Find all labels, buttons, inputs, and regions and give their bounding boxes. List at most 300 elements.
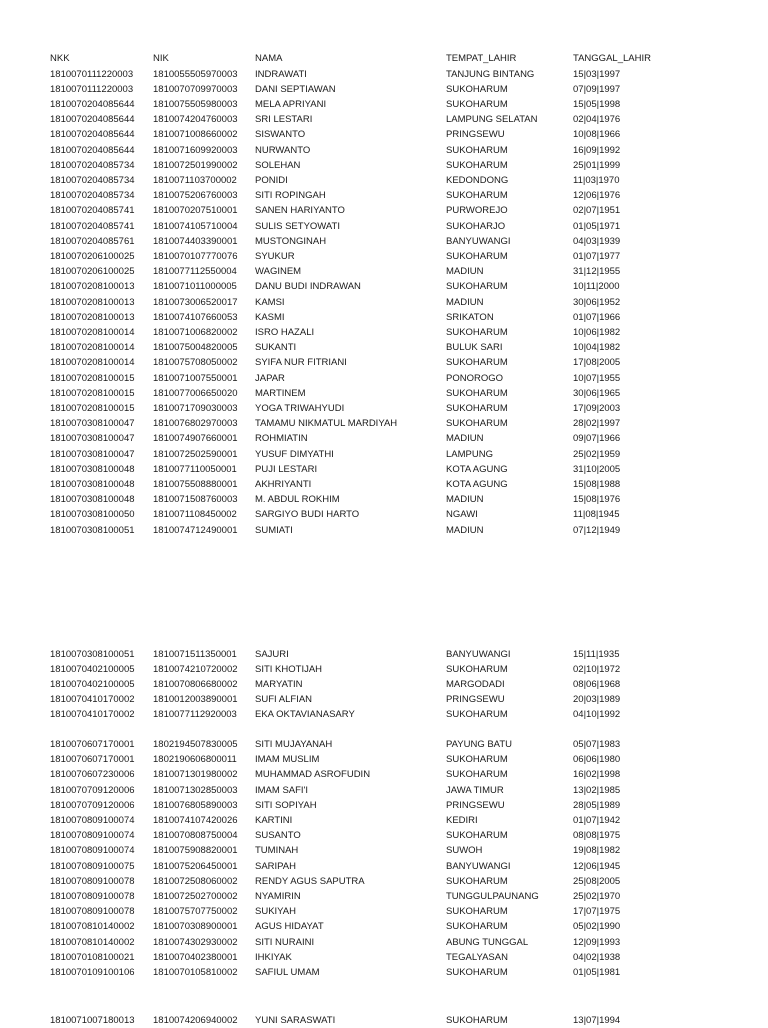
nama-cell: YUNI SARASWATI bbox=[255, 1014, 336, 1026]
table-row bbox=[0, 799, 768, 813]
nkk-cell: 1810070607230006 bbox=[50, 769, 135, 781]
nik-cell: 1810072501990002 bbox=[153, 159, 238, 171]
nik-cell: 1810071008660002 bbox=[153, 129, 238, 141]
tempat-lahir-cell: MADIUN bbox=[446, 524, 484, 536]
nkk-cell: 1810070308100047 bbox=[50, 433, 135, 445]
nama-cell: SAFIUL UMAM bbox=[255, 967, 320, 978]
nik-cell: 1810055505970003 bbox=[153, 68, 238, 80]
tempat-lahir-cell: SUKOHARUM bbox=[446, 769, 508, 781]
tempat-lahir-cell: JAWA TIMUR bbox=[446, 784, 504, 796]
nama-cell: DANU BUDI INDRAWAN bbox=[255, 281, 361, 293]
nkk-cell: 1810070111220003 bbox=[50, 68, 134, 80]
nkk-cell: 1810070809100075 bbox=[50, 860, 135, 872]
nik-cell: 1802194507830005 bbox=[153, 739, 238, 750]
nama-cell: RENDY AGUS SAPUTRA bbox=[255, 875, 365, 887]
nama-cell: MARTINEM bbox=[255, 387, 306, 399]
tanggal-lahir-cell: 13|07|1994 bbox=[573, 1014, 621, 1026]
tanggal-lahir-cell: 07|12|1949 bbox=[573, 524, 621, 536]
tanggal-lahir-cell: 04|10|1992 bbox=[573, 709, 621, 721]
table-row bbox=[0, 448, 768, 462]
tempat-lahir-cell: LAMPUNG SELATAN bbox=[446, 114, 538, 126]
tempat-lahir-cell: KEDIRI bbox=[446, 815, 478, 826]
table-row bbox=[0, 478, 768, 492]
nik-cell: 1810076802970003 bbox=[153, 418, 238, 430]
nama-cell: IHKIYAK bbox=[255, 951, 292, 963]
nama-cell: SITI SOPIYAH bbox=[255, 799, 317, 811]
nama-cell: SYIFA NUR FITRIANI bbox=[255, 357, 347, 369]
nama-cell: NURWANTO bbox=[255, 144, 311, 156]
tanggal-lahir-cell: 25|02|1970 bbox=[573, 891, 621, 902]
nkk-cell: 1810070308100050 bbox=[50, 509, 135, 521]
nik-cell: 1810075206450001 bbox=[153, 860, 238, 872]
tanggal-lahir-cell: 09|07|1966 bbox=[573, 433, 621, 445]
nama-cell: TUMINAH bbox=[255, 845, 299, 857]
nama-cell: WAGINEM bbox=[255, 266, 302, 278]
tempat-lahir-cell: SUKOHARUM bbox=[446, 709, 508, 721]
table-row bbox=[0, 204, 768, 218]
tanggal-lahir-cell: 15|03|1997 bbox=[573, 68, 621, 80]
table-row bbox=[0, 159, 768, 173]
nama-cell: SUKIYAH bbox=[255, 906, 297, 918]
table-row bbox=[0, 144, 768, 158]
tempat-lahir-cell: PRINGSEWU bbox=[446, 694, 505, 706]
nama-cell: MUSTONGINAH bbox=[255, 235, 327, 247]
table-row bbox=[0, 311, 768, 325]
nik-cell: 1810070308900001 bbox=[153, 921, 238, 933]
nkk-cell: 1810070308100048 bbox=[50, 478, 135, 490]
nik-cell: 1810070808750004 bbox=[153, 830, 238, 842]
nik-cell: 1810071709030003 bbox=[153, 402, 238, 414]
nkk-cell: 1810070204085734 bbox=[50, 174, 135, 186]
nik-cell: 1810074206940002 bbox=[153, 1014, 238, 1026]
tanggal-lahir-cell: 15|08|1988 bbox=[573, 478, 621, 490]
tanggal-lahir-cell: 12|09|1993 bbox=[573, 936, 621, 948]
tempat-lahir-cell: PRINGSEWU bbox=[446, 799, 505, 811]
nik-cell: 1810077110050001 bbox=[153, 463, 237, 475]
nkk-cell: 1810070109100106 bbox=[50, 967, 135, 978]
tanggal-lahir-cell: 30|06|1952 bbox=[573, 296, 621, 308]
table-row bbox=[0, 83, 768, 97]
tempat-lahir-cell: SUKOHARUM bbox=[446, 921, 508, 933]
nik-cell: 1810070709970003 bbox=[153, 83, 238, 95]
tanggal-lahir-cell: 10|07|1955 bbox=[573, 372, 621, 384]
nik-cell: 1810070107770076 bbox=[153, 250, 238, 262]
nik-cell: 1810074302930002 bbox=[153, 936, 238, 948]
tempat-lahir-cell: PAYUNG BATU bbox=[446, 739, 512, 750]
nik-cell: 1810076805890003 bbox=[153, 799, 238, 811]
nama-cell: SARGIYO BUDI HARTO bbox=[255, 509, 360, 521]
nkk-cell: 1810070308100047 bbox=[50, 418, 135, 430]
nik-cell: 1810071103700002 bbox=[153, 174, 237, 186]
tempat-lahir-cell: SUKOHARUM bbox=[446, 1014, 508, 1026]
nama-cell: SUMIATI bbox=[255, 524, 293, 536]
table-row bbox=[0, 493, 768, 507]
tanggal-lahir-cell: 10|06|1982 bbox=[573, 326, 621, 338]
nik-cell: 1810071609920003 bbox=[153, 144, 238, 156]
nkk-cell: 1810070204085644 bbox=[50, 114, 135, 126]
nama-cell: SITI MUJAYANAH bbox=[255, 739, 333, 750]
tempat-lahir-cell: PONOROGO bbox=[446, 372, 504, 384]
tempat-lahir-cell: KEDONDONG bbox=[446, 174, 509, 186]
nama-cell: SUKANTI bbox=[255, 342, 297, 354]
nama-cell: SOLEHAN bbox=[255, 159, 301, 171]
tanggal-lahir-cell: 05|02|1990 bbox=[573, 921, 621, 933]
nama-cell: SARIPAH bbox=[255, 860, 297, 872]
nkk-cell: 1810070810140002 bbox=[50, 921, 135, 933]
tanggal-lahir-cell: 02|04|1976 bbox=[573, 114, 621, 126]
tempat-lahir-cell: SUKOHARUM bbox=[446, 98, 508, 110]
nama-cell: SUSANTO bbox=[255, 830, 301, 842]
tempat-lahir-cell: SUKOHARUM bbox=[446, 402, 508, 414]
tanggal-lahir-cell: 02|10|1972 bbox=[573, 663, 621, 675]
nkk-cell: 1810070208100014 bbox=[50, 326, 135, 338]
nama-cell: PUJI LESTARI bbox=[255, 463, 318, 475]
nkk-cell: 1810070308100048 bbox=[50, 494, 135, 506]
nama-cell: SANEN HARIYANTO bbox=[255, 205, 345, 217]
tempat-lahir-cell: ABUNG TUNGGAL bbox=[446, 936, 529, 948]
table-row bbox=[0, 265, 768, 279]
tempat-lahir-cell: SUKOHARUM bbox=[446, 754, 508, 766]
table-row bbox=[0, 235, 768, 249]
table-row bbox=[0, 875, 768, 889]
tanggal-lahir-cell: 30|06|1965 bbox=[573, 387, 621, 399]
nik-cell: 1810071511350001 bbox=[153, 648, 237, 660]
nkk-cell: 1810070208100014 bbox=[50, 357, 135, 369]
nik-cell: 1810075004820005 bbox=[153, 342, 238, 354]
nama-cell: IMAM SAFI'I bbox=[255, 784, 309, 796]
tanggal-lahir-cell: 17|07|1975 bbox=[573, 906, 621, 918]
nik-cell: 1810077006650020 bbox=[153, 387, 238, 399]
tempat-lahir-cell: BULUK SARI bbox=[446, 342, 503, 354]
nik-cell: 1810074210720002 bbox=[153, 663, 238, 675]
tempat-lahir-cell: NGAWI bbox=[446, 509, 478, 521]
tempat-lahir-cell: MARGODADI bbox=[446, 678, 505, 690]
nkk-cell: 1810070410170002 bbox=[50, 709, 135, 721]
tempat-lahir-cell: SUKOHARUM bbox=[446, 83, 508, 95]
tempat-lahir-cell: MADIUN bbox=[446, 433, 484, 445]
table-row bbox=[0, 432, 768, 446]
tempat-lahir-cell: SUKOHARUM bbox=[446, 190, 508, 202]
table-row bbox=[0, 417, 768, 431]
nkk-cell: 1810070810140002 bbox=[50, 936, 135, 948]
table-row bbox=[0, 508, 768, 522]
tanggal-lahir-cell: 08|06|1968 bbox=[573, 678, 621, 690]
tempat-lahir-cell: SRIKATON bbox=[446, 311, 494, 323]
nkk-cell: 1810070410170002 bbox=[50, 694, 135, 706]
nkk-cell: 1810070108100021 bbox=[50, 951, 135, 963]
nama-cell: KARTINI bbox=[255, 815, 293, 826]
nik-cell: 1810071006820002 bbox=[153, 326, 238, 338]
tanggal-lahir-cell: 25|02|1959 bbox=[573, 448, 621, 460]
tempat-lahir-cell: SUKOHARUM bbox=[446, 663, 508, 675]
tanggal-lahir-cell: 07|09|1997 bbox=[573, 83, 621, 95]
tanggal-lahir-cell: 15|05|1998 bbox=[573, 98, 621, 110]
tempat-lahir-cell: BANYUWANGI bbox=[446, 235, 511, 247]
tempat-lahir-cell: PURWOREJO bbox=[446, 205, 508, 217]
nik-cell: 1810075206760003 bbox=[153, 190, 238, 202]
nkk-cell: 1810070204085734 bbox=[50, 190, 135, 202]
table-row bbox=[0, 280, 768, 294]
tanggal-lahir-cell: 10|04|1982 bbox=[573, 342, 621, 354]
tanggal-lahir-cell: 11|03|1970 bbox=[573, 174, 620, 186]
nkk-cell: 1810070308100048 bbox=[50, 463, 135, 475]
nama-cell: SULIS SETYOWATI bbox=[255, 220, 340, 232]
table-row bbox=[0, 951, 768, 965]
tanggal-lahir-cell: 28|02|1997 bbox=[573, 418, 621, 430]
nama-cell: TAMAMU NIKMATUL MARDIYAH bbox=[255, 418, 398, 430]
table-row bbox=[0, 296, 768, 310]
nama-cell: INDRAWATI bbox=[255, 68, 307, 80]
tempat-lahir-cell: SUKOHARUM bbox=[446, 418, 508, 430]
table-row bbox=[0, 966, 768, 980]
nik-cell: 1810074907660001 bbox=[153, 433, 238, 445]
tanggal-lahir-cell: 17|09|2003 bbox=[573, 402, 621, 414]
nkk-cell: 1810070204085741 bbox=[50, 205, 135, 217]
nkk-cell: 1810070809100074 bbox=[50, 845, 135, 857]
nik-cell: 1810072502700002 bbox=[153, 891, 238, 902]
tanggal-lahir-cell: 31|12|1955 bbox=[573, 266, 621, 278]
nik-cell: 1810071011000005 bbox=[153, 281, 237, 293]
table-row bbox=[0, 860, 768, 874]
nik-cell: 1810074107660053 bbox=[153, 311, 238, 323]
header-tempat-lahir: TEMPAT_LAHIR bbox=[446, 53, 517, 64]
tempat-lahir-cell: PRINGSEWU bbox=[446, 129, 505, 141]
header-row bbox=[0, 52, 768, 66]
nkk-cell: 1810070208100013 bbox=[50, 281, 135, 293]
nkk-cell: 1810070809100074 bbox=[50, 830, 135, 842]
tanggal-lahir-cell: 01|07|1966 bbox=[573, 311, 621, 323]
nama-cell: SRI LESTARI bbox=[255, 114, 313, 126]
table-row bbox=[0, 663, 768, 677]
table-row bbox=[0, 341, 768, 355]
table-row bbox=[0, 250, 768, 264]
nkk-cell: 1810070204085644 bbox=[50, 129, 135, 141]
nik-cell: 1810070402380001 bbox=[153, 951, 238, 963]
nik-cell: 1810071108450002 bbox=[153, 509, 237, 521]
nik-cell: 1810077112920003 bbox=[153, 709, 237, 721]
tempat-lahir-cell: SUKOHARJO bbox=[446, 220, 506, 232]
nama-cell: PONIDI bbox=[255, 174, 288, 186]
tempat-lahir-cell: SUKOHARUM bbox=[446, 250, 508, 262]
nama-cell: NYAMIRIN bbox=[255, 891, 301, 902]
nkk-cell: 1810070204085741 bbox=[50, 220, 135, 232]
nama-cell: SYUKUR bbox=[255, 250, 295, 262]
tempat-lahir-cell: TEGALYASAN bbox=[446, 951, 508, 963]
nkk-cell: 1810070809100074 bbox=[50, 815, 135, 826]
nik-cell: 1810075508880001 bbox=[153, 478, 238, 490]
tanggal-lahir-cell: 13|02|1985 bbox=[573, 784, 621, 796]
table-row bbox=[0, 356, 768, 370]
nkk-cell: 1810070111220003 bbox=[50, 83, 134, 95]
tempat-lahir-cell: MADIUN bbox=[446, 494, 484, 506]
nkk-cell: 1810070308100051 bbox=[50, 524, 135, 536]
nama-cell: IMAM MUSLIM bbox=[255, 754, 320, 766]
tanggal-lahir-cell: 25|08|2005 bbox=[573, 875, 621, 887]
table-row bbox=[0, 678, 768, 692]
nama-cell: MARYATIN bbox=[255, 678, 303, 690]
table-row bbox=[0, 829, 768, 843]
nama-cell: KASMI bbox=[255, 311, 285, 323]
tempat-lahir-cell: SUKOHARUM bbox=[446, 326, 508, 338]
tanggal-lahir-cell: 01|05|1981 bbox=[573, 967, 621, 978]
nama-cell: SITI KHOTIJAH bbox=[255, 663, 323, 675]
tanggal-lahir-cell: 06|06|1980 bbox=[573, 754, 621, 766]
tempat-lahir-cell: TANJUNG BINTANG bbox=[446, 68, 535, 80]
table-row bbox=[0, 708, 768, 722]
tempat-lahir-cell: SUKOHARUM bbox=[446, 387, 508, 399]
tempat-lahir-cell: SUKOHARUM bbox=[446, 906, 508, 918]
nkk-cell: 1810070206100025 bbox=[50, 250, 135, 262]
nkk-cell: 1810070204085644 bbox=[50, 144, 135, 156]
nama-cell: KAMSI bbox=[255, 296, 285, 308]
nama-cell: MUHAMMAD ASROFUDIN bbox=[255, 769, 371, 781]
nkk-cell: 1810070809100078 bbox=[50, 891, 135, 902]
tempat-lahir-cell: TUNGGULPAUNANG bbox=[446, 891, 539, 902]
table-row bbox=[0, 693, 768, 707]
nik-cell: 1810074403390001 bbox=[153, 235, 238, 247]
tanggal-lahir-cell: 31|10|2005 bbox=[573, 463, 621, 475]
nkk-cell: 1810070208100015 bbox=[50, 372, 135, 384]
tanggal-lahir-cell: 15|08|1976 bbox=[573, 494, 621, 506]
tanggal-lahir-cell: 15|11|1935 bbox=[573, 648, 620, 660]
nkk-cell: 1810070208100015 bbox=[50, 387, 135, 399]
nik-cell: 1810075505980003 bbox=[153, 98, 238, 110]
tanggal-lahir-cell: 12|06|1976 bbox=[573, 190, 621, 202]
tanggal-lahir-cell: 16|02|1998 bbox=[573, 769, 621, 781]
nik-cell: 1810075707750002 bbox=[153, 906, 238, 918]
nik-cell: 1810072502590001 bbox=[153, 448, 238, 460]
nama-cell: AKHRIYANTI bbox=[255, 478, 312, 490]
tanggal-lahir-cell: 01|07|1977 bbox=[573, 250, 621, 262]
nik-cell: 1810075708050002 bbox=[153, 357, 238, 369]
tanggal-lahir-cell: 19|08|1982 bbox=[573, 845, 621, 857]
table-row bbox=[0, 738, 768, 752]
nkk-cell: 1810070402100005 bbox=[50, 678, 135, 690]
nkk-cell: 1810070308100051 bbox=[50, 648, 135, 660]
tempat-lahir-cell: KOTA AGUNG bbox=[446, 478, 508, 490]
tanggal-lahir-cell: 04|03|1939 bbox=[573, 235, 621, 247]
tanggal-lahir-cell: 01|05|1971 bbox=[573, 220, 621, 232]
tanggal-lahir-cell: 28|05|1989 bbox=[573, 799, 621, 811]
table-row bbox=[0, 189, 768, 203]
nik-cell: 1802190606800011 bbox=[153, 754, 237, 766]
tanggal-lahir-cell: 20|03|1989 bbox=[573, 694, 621, 706]
table-row bbox=[0, 844, 768, 858]
table-row bbox=[0, 174, 768, 188]
tanggal-lahir-cell: 05|07|1983 bbox=[573, 739, 621, 750]
table-row bbox=[0, 814, 768, 828]
tanggal-lahir-cell: 08|08|1975 bbox=[573, 830, 621, 842]
nik-cell: 1810070806680002 bbox=[153, 678, 238, 690]
table-row bbox=[0, 905, 768, 919]
nkk-cell: 1810070208100015 bbox=[50, 402, 135, 414]
table-row bbox=[0, 113, 768, 127]
nkk-cell: 1810070204085761 bbox=[50, 235, 135, 247]
tanggal-lahir-cell: 02|07|1951 bbox=[573, 205, 621, 217]
nama-cell: MELA APRIYANI bbox=[255, 98, 327, 110]
tempat-lahir-cell: SUKOHARUM bbox=[446, 830, 508, 842]
tempat-lahir-cell: MADIUN bbox=[446, 266, 484, 278]
nkk-cell: 1810070208100013 bbox=[50, 311, 135, 323]
table-row bbox=[0, 753, 768, 767]
nama-cell: YOGA TRIWAHYUDI bbox=[255, 402, 345, 414]
table-row bbox=[0, 402, 768, 416]
tanggal-lahir-cell: 12|06|1945 bbox=[573, 860, 621, 872]
nik-cell: 1810071508760003 bbox=[153, 494, 238, 506]
tempat-lahir-cell: MADIUN bbox=[446, 296, 484, 308]
tanggal-lahir-cell: 04|02|1938 bbox=[573, 951, 621, 963]
tempat-lahir-cell: LAMPUNG bbox=[446, 448, 493, 460]
tanggal-lahir-cell: 11|08|1945 bbox=[573, 509, 620, 521]
tanggal-lahir-cell: 25|01|1999 bbox=[573, 159, 621, 171]
nik-cell: 1810071301980002 bbox=[153, 769, 238, 781]
tempat-lahir-cell: SUKOHARUM bbox=[446, 281, 508, 293]
tempat-lahir-cell: BANYUWANGI bbox=[446, 648, 511, 660]
nik-cell: 1810012003890001 bbox=[153, 694, 238, 706]
nama-cell: AGUS HIDAYAT bbox=[255, 921, 324, 933]
nik-cell: 1810070105810002 bbox=[153, 967, 238, 978]
tanggal-lahir-cell: 16|09|1992 bbox=[573, 144, 621, 156]
nik-cell: 1810070207510001 bbox=[153, 205, 238, 217]
tempat-lahir-cell: SUKOHARUM bbox=[446, 875, 508, 887]
nkk-cell: 1810070308100047 bbox=[50, 448, 135, 460]
header-nik: NIK bbox=[153, 53, 169, 64]
nkk-cell: 1810070709120006 bbox=[50, 784, 135, 796]
tempat-lahir-cell: SUKOHARUM bbox=[446, 967, 508, 978]
nama-cell: JAPAR bbox=[255, 372, 285, 384]
nkk-cell: 1810070208100014 bbox=[50, 342, 135, 354]
nama-cell: ROHMIATIN bbox=[255, 433, 308, 445]
nama-cell: SAJURI bbox=[255, 648, 289, 660]
nkk-cell: 1810070809100078 bbox=[50, 906, 135, 918]
tanggal-lahir-cell: 01|07|1942 bbox=[573, 815, 621, 826]
nkk-cell: 1810070208100013 bbox=[50, 296, 135, 308]
nik-cell: 1810074107420026 bbox=[153, 815, 238, 826]
table-row bbox=[0, 936, 768, 950]
table-row bbox=[0, 372, 768, 386]
table-row bbox=[0, 387, 768, 401]
nik-cell: 1810075908820001 bbox=[153, 845, 238, 857]
nik-cell: 1810074105710004 bbox=[153, 220, 238, 232]
nkk-cell: 1810071007180013 bbox=[50, 1014, 135, 1026]
nkk-cell: 1810070809100078 bbox=[50, 875, 135, 887]
nama-cell: DANI SEPTIAWAN bbox=[255, 83, 336, 95]
nkk-cell: 1810070709120006 bbox=[50, 799, 135, 811]
tempat-lahir-cell: KOTA AGUNG bbox=[446, 463, 508, 475]
tanggal-lahir-cell: 10|08|1966 bbox=[573, 129, 621, 141]
table-row bbox=[0, 784, 768, 798]
nik-cell: 1810071007550001 bbox=[153, 372, 238, 384]
table-row bbox=[0, 220, 768, 234]
nkk-cell: 1810070204085644 bbox=[50, 98, 135, 110]
nama-cell: YUSUF DIMYATHI bbox=[255, 448, 334, 460]
header-nkk: NKK bbox=[50, 53, 70, 64]
nama-cell: SISWANTO bbox=[255, 129, 306, 141]
table-row bbox=[0, 463, 768, 477]
nama-cell: SUFI ALFIAN bbox=[255, 694, 313, 706]
table-row bbox=[0, 648, 768, 662]
nik-cell: 1810072508060002 bbox=[153, 875, 238, 887]
table-row bbox=[0, 524, 768, 538]
nama-cell: SITI NURAINI bbox=[255, 936, 315, 948]
table-row bbox=[0, 98, 768, 112]
tempat-lahir-cell: SUKOHARUM bbox=[446, 357, 508, 369]
nkk-cell: 1810070206100025 bbox=[50, 266, 135, 278]
nama-cell: EKA OKTAVIANASARY bbox=[255, 709, 355, 721]
table-row bbox=[0, 326, 768, 340]
tanggal-lahir-cell: 10|11|2000 bbox=[573, 281, 620, 293]
nkk-cell: 1810070607170001 bbox=[50, 754, 135, 766]
